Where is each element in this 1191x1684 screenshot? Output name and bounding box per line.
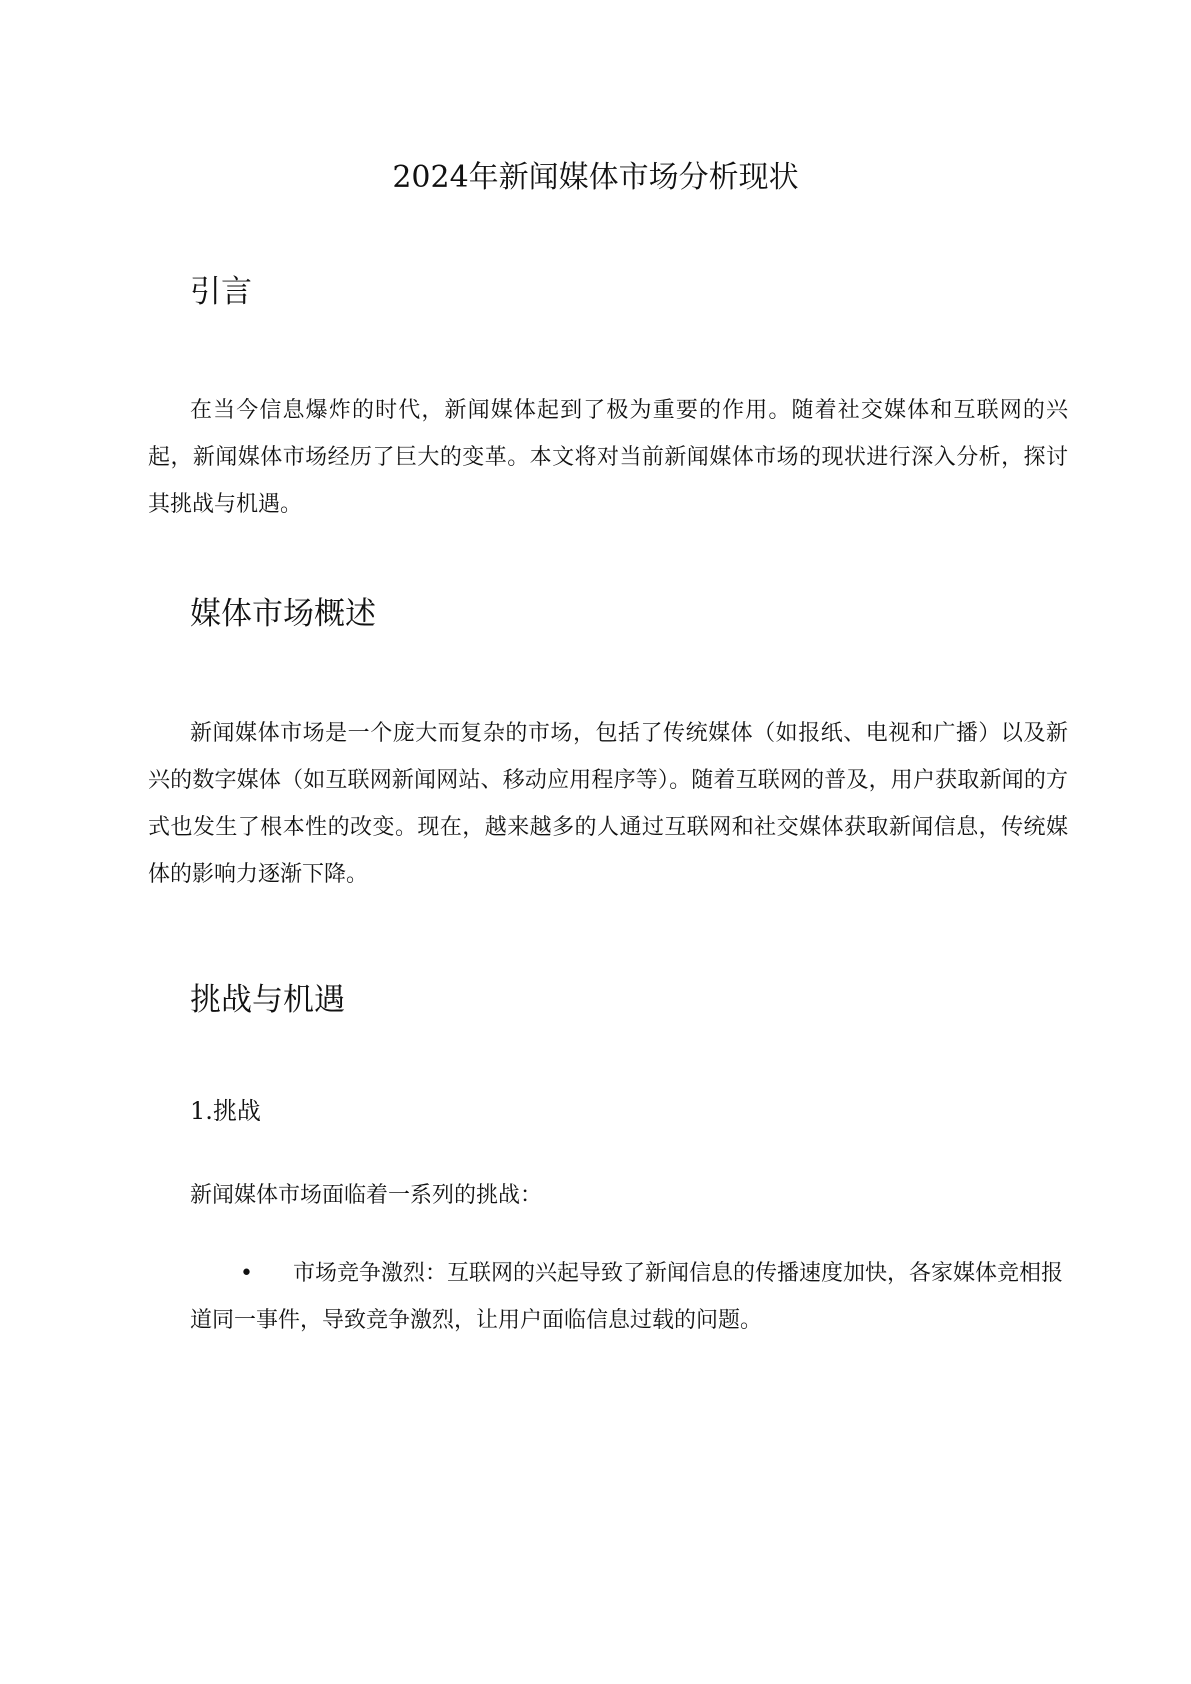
document-title: 2024年新闻媒体市场分析现状 [392,160,799,195]
section-heading-challenges-opportunities: 挑战与机遇 [190,982,345,1018]
section-heading-introduction: 引言 [190,274,252,310]
bullet-text: 市场竞争激烈：互联网的兴起导致了新闻信息的传播速度加快，各家媒体竞相报道同一事件，导致竞争激烈，让用户面临信息过载的问题。 [190,1261,1064,1333]
challenges-lead-text: 新闻媒体市场面临着一系列的挑战： [190,1183,543,1208]
subsection-heading-challenges: 1.挑战 [190,1097,261,1125]
section-paragraph-introduction: 在当今信息爆炸的时代，新闻媒体起到了极为重要的作用。随着社交媒体和互联网的兴起，新闻媒体市场经历了巨大的变革。本文将对当前新闻媒体市场的现状进行深入分析，探讨其挑战与机遇。 [148,398,1068,517]
section-paragraph-market-overview: 新闻媒体市场是一个庞大而复杂的市场，包括了传统媒体（如报纸、电视和广播）以及新兴的数字媒体（如互联网新闻网站、移动应用程序等）。随着互联网的普及，用户获取新闻的方式也发生了根本性的改变。现在，越来越多的人通过互联网和社交媒体获取新闻信息，传统媒体的影响力逐渐下降。 [148,721,1068,887]
section-heading-market-overview: 媒体市场概述 [190,596,376,632]
bullet-list-item [190,1250,1070,1344]
bullet-marker: • [240,1261,253,1286]
